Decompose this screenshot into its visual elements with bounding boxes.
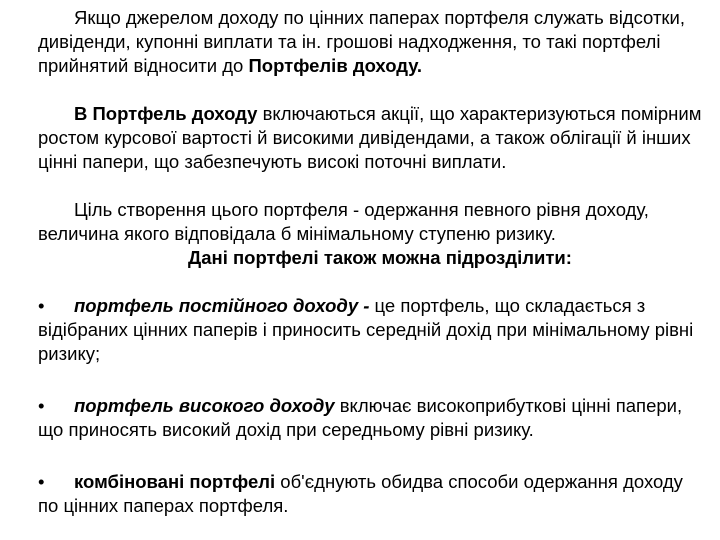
income-portfolios-term: Портфелів доходу. <box>248 55 423 76</box>
list-item-constant-income <box>38 294 702 366</box>
list-item-text: це портфель, що складається з відібраних цінних паперів і приносить середній дохід при мінімальному рівні ризику; <box>38 295 694 364</box>
bullet-icon: • <box>38 395 45 416</box>
spacer <box>38 366 702 390</box>
paragraph-income-portfolio-text: включаються акції, що характеризуються помірним ростом курсової вартості й високими дивідендами, а також облігації й інших цінні папери, що забезпечують високі поточні виплати. <box>38 103 702 172</box>
paragraph-income-source-text: Якщо джерелом доходу по цінних паперах портфеля служать відсотки, дивіденди, купонні виплати та ін. грошові надходження, то такі портфелі прийнятий відносити до <box>38 7 685 76</box>
list-item-text: об'єднують обидва способи одержання доходу по цінних паперах портфеля. <box>38 471 683 516</box>
list-item-combined <box>38 470 702 518</box>
subdivision-heading <box>38 246 702 270</box>
income-portfolio-term: В Портфель доходу <box>74 103 258 124</box>
subdivision-heading-text: Дані портфелі також можна підрозділити: <box>188 247 572 268</box>
list-item-high-income <box>38 394 702 442</box>
list-item-term: портфель постійного доходу - <box>74 295 370 316</box>
spacer <box>38 270 702 294</box>
paragraph-income-portfolio-contents <box>38 102 702 174</box>
spacer <box>38 78 702 102</box>
list-item-text: включає високоприбуткові цінні папери, що приносять високий дохід при середньому рівні ризику. <box>38 395 683 440</box>
list-item-term: портфель високого доходу <box>74 395 335 416</box>
spacer <box>38 442 702 466</box>
paragraph-portfolio-goal <box>38 198 702 246</box>
spacer <box>38 174 702 198</box>
bullet-icon: • <box>38 295 45 316</box>
paragraph-portfolio-goal-text: Ціль створення цього портфеля - одержання певного рівня доходу, величина якого відповідала б мінімальному ступеню ризику. <box>38 199 649 244</box>
list-item-term: комбіновані портфелі <box>74 471 276 492</box>
bullet-icon: • <box>38 471 45 492</box>
paragraph-income-source <box>38 6 702 78</box>
